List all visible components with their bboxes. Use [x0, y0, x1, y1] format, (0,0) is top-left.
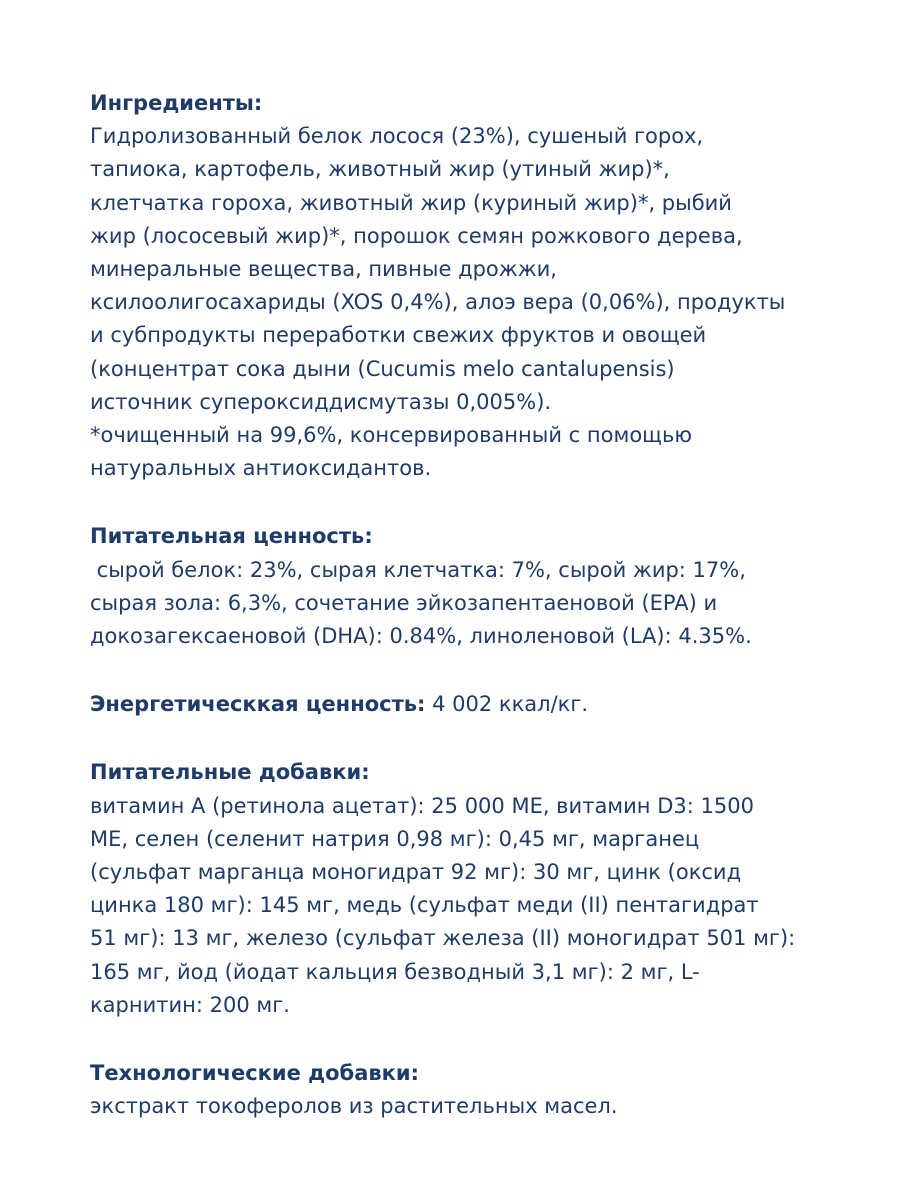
ingredients-section	[90, 86, 880, 485]
ingredients-line: минеральные вещества, пивные дрожжи,	[90, 257, 557, 282]
ingredients-line: источник супероксиддисмутазы 0,005%).	[90, 389, 552, 414]
additives-heading-row	[90, 755, 880, 789]
energy-value: 4 002 ккал/кг.	[425, 692, 589, 717]
ingredients-line: клетчатка гороха, животный жир (куриный жир)*, рыбий	[90, 190, 732, 215]
ingredients-line: *очищенный на 99,6%, консервированный с помощью	[90, 423, 692, 448]
additives-line: 51 мг): 13 мг, железо (сульфат железа (II) моногидрат 501 мг):	[90, 926, 796, 951]
ingredients-line: (концентрат сока дыни (Cucumis melo cantalupensis)	[90, 356, 675, 381]
ingredients-line: и субпродукты переработки свежих фруктов и овощей	[90, 323, 707, 348]
nutrition-line: сырой белок: 23%, сырая клетчатка: 7%, сырой жир: 17%,	[90, 557, 746, 582]
nutrition-line: докозагексаеновой (DHA): 0.84%, линоленовой (LA): 4.35%.	[90, 624, 752, 649]
ingredients-heading: Ингредиенты:	[90, 91, 263, 115]
ingredients-line: жир (лососевый жир)*, порошок семян рожкового дерева,	[90, 223, 743, 248]
energy-heading: Энергетическкая ценность:	[90, 692, 426, 717]
energy-row	[90, 687, 880, 721]
nutrition-section	[90, 519, 880, 653]
ingredients-line: ксилоолигосахариды (XOS 0,4%), алоэ вера (0,06%), продукты	[90, 290, 786, 315]
tech-heading: Технологические добавки:	[90, 1061, 420, 1086]
additives-line: 165 мг, йод (йодат кальция безводный 3,1 мг): 2 мг, L-	[90, 959, 700, 984]
nutrition-heading-row	[90, 519, 880, 553]
ingredients-line: Гидролизованный белок лосося (23%), сушеный горох,	[90, 124, 704, 149]
ingredients-line: натуральных антиоксидантов.	[90, 456, 432, 481]
additives-line: витамин А (ретинола ацетат): 25 000 МЕ, витамин D3: 1500	[90, 793, 754, 818]
additives-line: карнитин: 200 мг.	[90, 992, 290, 1017]
additives-line: МЕ, селен (селенит натрия 0,98 мг): 0,45 мг, марганец	[90, 826, 700, 851]
tech-line: экстракт токоферолов из растительных масел.	[90, 1094, 618, 1119]
additives-heading: Питательные добавки:	[90, 760, 370, 785]
document-body	[90, 86, 880, 1157]
additives-section	[90, 755, 880, 1022]
additives-line: (сульфат марганца моногидрат 92 мг): 30 мг, цинк (оксид	[90, 860, 742, 885]
tech-section	[90, 1056, 880, 1123]
energy-section	[90, 687, 880, 721]
nutrition-line: сырая зола: 6,3%, сочетание эйкозапентаеновой (EPA) и	[90, 590, 718, 615]
tech-heading-row	[90, 1056, 880, 1090]
nutrition-heading: Питательная ценность:	[90, 524, 373, 549]
additives-line: цинка 180 мг): 145 мг, медь (сульфат меди (II) пентагидрат	[90, 893, 759, 918]
ingredients-heading-row	[90, 86, 880, 120]
ingredients-line: тапиока, картофель, животный жир (утиный жир)*,	[90, 157, 670, 182]
